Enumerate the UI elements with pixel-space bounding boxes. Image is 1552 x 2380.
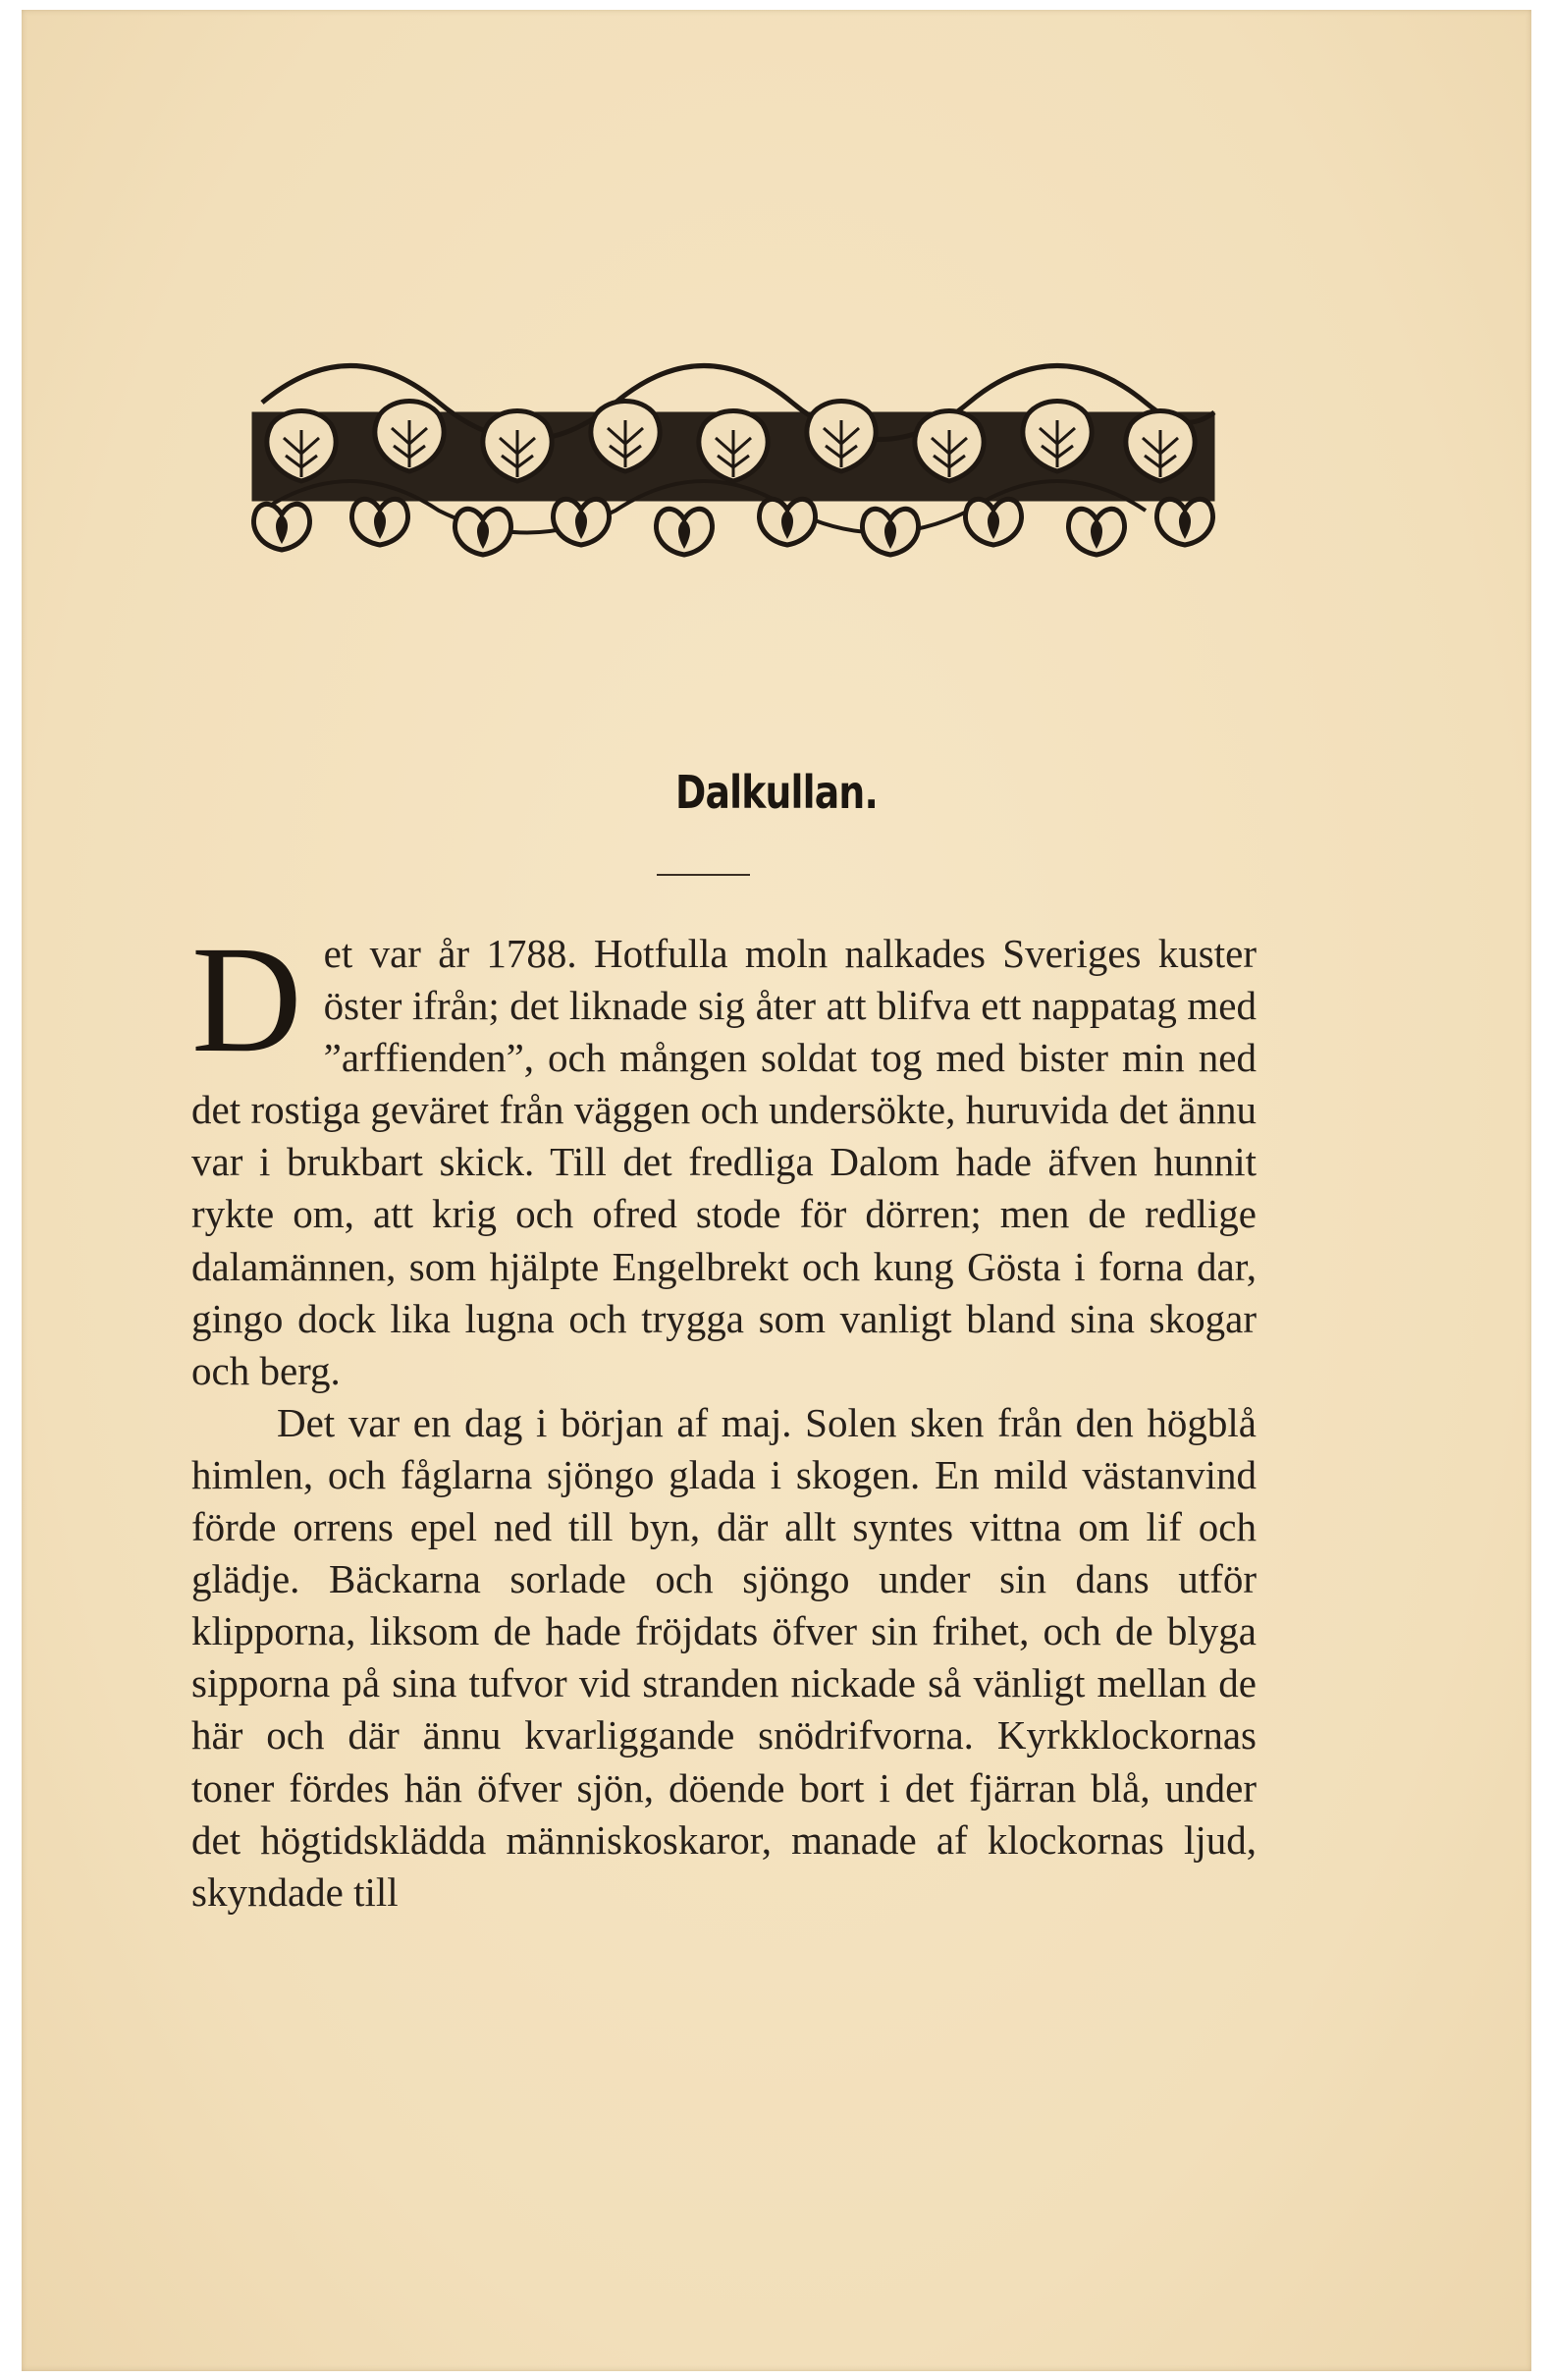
chapter-body (191, 914, 1257, 1919)
title-divider (657, 874, 750, 876)
paragraph-1 (191, 914, 1257, 1397)
floral-ornament-headpiece (242, 344, 1224, 560)
chapter-title: Dalkullan. (675, 766, 878, 819)
drop-cap: D (191, 914, 302, 1084)
paragraph-1-text: et var år 1788. Hotfulla moln nalkades Sveriges kuster öster ifrån; det liknade sig åter att blifva ett nappatag med ”arffienden”, och mången soldat tog med bister min ned det rostiga geväret från väggen och undersökte, huruvida det ännu var i brukbart skick. Till det fredliga Dalom hade äfven hunnit rykte om, att krig och ofred stode för dörren; men de redlige dalamännen, som hjälpte Engelbrekt och kung Gösta i forna dar, gingo dock lika lugna och trygga som vanligt bland sina skogar och berg. (191, 931, 1257, 1393)
paragraph-2: Det var en dag i början af maj. Solen sken från den högblå himlen, och fåglarna sjöngo glada i skogen. En mild västanvind förde orrens epel ned till byn, där allt syntes vittna om lif och glädje. Bäckarna sorlade och sjöngo under sin dans utför klipporna, liksom de hade fröjdats öfver sin frihet, och de blyga sipporna på sina tufvor vid stranden nickade så vänligt mellan de här och där ännu kvarliggande snödrifvorna. Kyrkklockornas toner fördes hän öfver sjön, döende bort i det fjärran blå, under det högtidsklädda människoskaror, manade af klockornas ljud, skyndade till (191, 1399, 1257, 1915)
book-page (22, 10, 1531, 2371)
